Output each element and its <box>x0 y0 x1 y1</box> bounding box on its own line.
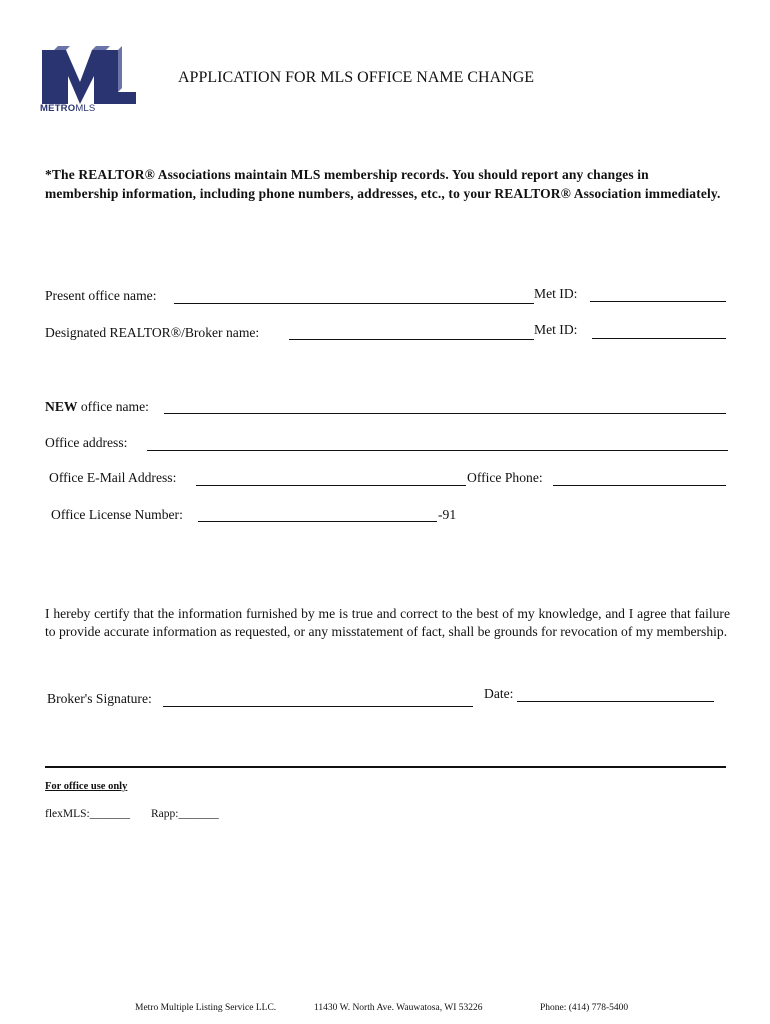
section-divider <box>45 766 726 768</box>
signature-date-field[interactable] <box>517 701 714 702</box>
broker-signature-field[interactable] <box>163 706 473 707</box>
office-address-field[interactable] <box>147 450 728 451</box>
new-office-name-label: NEW office name: <box>45 399 149 414</box>
present-office-name-label: Present office name: <box>45 288 157 303</box>
office-license-field[interactable] <box>198 521 437 522</box>
present-office-name-field[interactable] <box>174 303 534 304</box>
footer-address: 11430 W. North Ave. Wauwatosa, WI 53226 <box>314 1003 483 1013</box>
flexmls-field[interactable]: flexMLS:_______ <box>45 808 130 820</box>
signature-date-label: Date: <box>484 686 514 701</box>
membership-notice: *The REALTOR® Associations maintain MLS membership records. You should report any changes in membership information, including phone numbers, addresses, etc., to your REALTOR® Association immediately. <box>45 167 721 201</box>
office-license-label: Office License Number: <box>51 507 183 522</box>
met-id-field-2[interactable] <box>592 338 726 339</box>
office-phone-field[interactable] <box>553 485 726 486</box>
met-id-label-2: Met ID: <box>534 322 578 337</box>
office-address-label: Office address: <box>45 435 128 450</box>
office-phone-label: Office Phone: <box>467 470 543 485</box>
new-office-name-field[interactable] <box>164 413 726 414</box>
designated-broker-name-field[interactable] <box>289 339 534 340</box>
form-title: APPLICATION FOR MLS OFFICE NAME CHANGE <box>178 69 535 86</box>
rapp-field[interactable]: Rapp:_______ <box>151 808 219 820</box>
office-email-field[interactable] <box>196 485 466 486</box>
footer-phone: Phone: (414) 778-5400 <box>540 1003 629 1013</box>
met-id-field-1[interactable] <box>590 301 726 302</box>
met-id-label-1: Met ID: <box>534 286 578 301</box>
designated-broker-name-label: Designated REALTOR®/Broker name: <box>45 325 260 340</box>
broker-signature-label: Broker's Signature: <box>47 691 152 706</box>
footer-company: Metro Multiple Listing Service LLC. <box>135 1003 277 1013</box>
office-email-label: Office E-Mail Address: <box>49 470 177 485</box>
office-use-heading: For office use only <box>45 781 128 792</box>
metromls-logo-text: METROMLS <box>40 103 96 114</box>
certification-statement: I hereby certify that the information furnished by me is true and correct to the best of my knowledge, and I agree that failure to provide accurate information as requested, or any misstatement of fact, shall be grounds for revocation of my membership. <box>45 606 730 639</box>
license-suffix: -91 <box>438 507 457 522</box>
